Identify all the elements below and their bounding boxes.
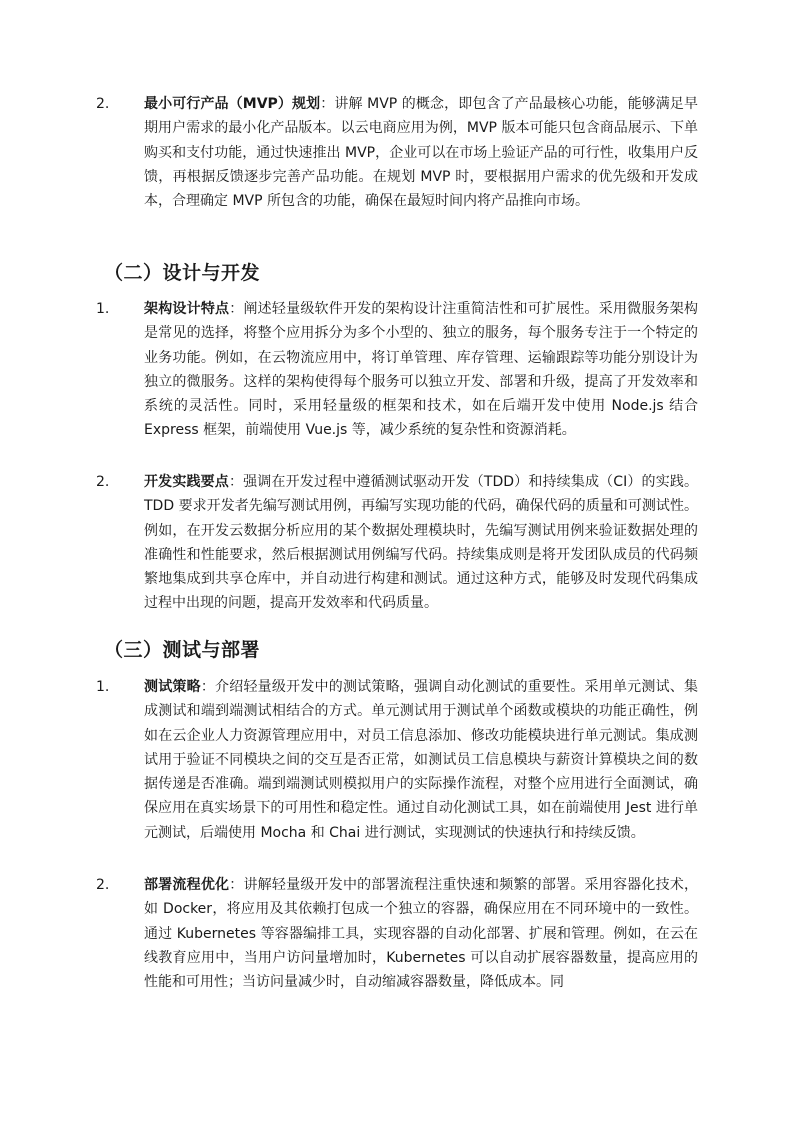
list-body: ：强调在开发过程中遵循测试驱动开发（TDD）和持续集成（CI）的实践。TDD 要求开发者先编写测试用例，再编写实现功能的代码，确保代码的质量和可测试性。例如，在开发云数据分析应用的某个数据处理模块时，先编写测试用例来验证数据处理的准确性和性能要求，然后根据测试用例编写代码。持续集成则是将开发团队成员的代码频繁地集成到共享仓库中，并自动进行构建和测试。通过这种方式，能够及时发现代码集成过程中出现的问题，提高开发效率和代码质量。 (144, 474, 699, 612)
list-number: 1. (96, 679, 110, 695)
list-body: ：介绍轻量级开发中的测试策略，强调自动化测试的重要性。采用单元测试、集成测试和端到端测试相结合的方式。单元测试用于测试单个函数或模块的功能正确性，例如在云企业人力资源管理应用中，对员工信息添加、修改功能模块进行单元测试。集成测试用于验证不同模块之间的交互是否正常，如测试员工信息模块与薪资计算模块之间的数据传递是否准确。端到端测试则模拟用户的实际操作流程，对整个应用进行全面测试，确保应用在真实场景下的可用性和稳定性。通过自动化测试工具，如在前端使用 Jest 进行单元测试，后端使用 Mocha 和 Chai 进行测试，实现测试的快速执行和持续反馈。 (144, 679, 698, 841)
list-term: 架构设计特点 (144, 301, 230, 317)
list-term: 部署流程优化 (144, 877, 230, 893)
list-number: 1. (96, 301, 110, 317)
list-item-dev-practice (0, 470, 794, 616)
list-item-architecture (0, 297, 794, 443)
section-heading-testing: （三）测试与部署 (104, 639, 261, 661)
list-number: 2. (96, 474, 110, 490)
list-number: 2. (96, 877, 110, 893)
section-heading-design: （二）设计与开发 (104, 262, 261, 284)
list-body: ：讲解轻量级开发中的部署流程注重快速和频繁的部署。采用容器化技术，如 Docker，将应用及其依赖打包成一个独立的容器，确保应用在不同环境中的一致性。通过 Kubernetes 等容器编排工具，实现容器的自动化部署、扩展和管理。例如，在云在线教育应用中，当用户访问量增加时，Kubernetes 可以自动扩展容器数量，提高应用的性能和可用性；当访问量减少时，自动缩减容器数量，降低成本。同 (144, 877, 699, 991)
list-number: 2. (96, 96, 110, 112)
list-body: ：阐述轻量级软件开发的架构设计注重简洁性和可扩展性。采用微服务架构是常见的选择，将整个应用拆分为多个小型的、独立的服务，每个服务专注于一个特定的业务功能。例如，在云物流应用中，将订单管理、库存管理、运输跟踪等功能分别设计为独立的微服务。这样的架构使得每个服务可以独立开发、部署和升级，提高了开发效率和系统的灵活性。同时，采用轻量级的框架和技术，如在后端开发中使用 Node.js 结合 Express 框架，前端使用 Vue.js 等，减少系统的复杂性和资源消耗。 (144, 301, 699, 439)
list-item-deploy (0, 873, 794, 994)
list-term: 测试策略 (144, 679, 201, 695)
list-term: 最小可行产品（MVP）规划 (144, 96, 321, 112)
list-term: 开发实践要点 (144, 474, 229, 490)
list-item-test-strategy (0, 675, 794, 845)
list-body: ：讲解 MVP 的概念，即包含了产品最核心功能，能够满足早期用户需求的最小化产品版本。以云电商应用为例，MVP 版本可能只包含商品展示、下单购买和支付功能，通过快速推出 MVP，企业可以在市场上验证产品的可行性，收集用户反馈，再根据反馈逐步完善产品功能。在规划 MVP 时，要根据用户需求的优先级和开发成本，合理确定 MVP 所包含的功能，确保在最短时间内将产品推向市场。 (144, 96, 699, 210)
list-item-mvp (0, 92, 794, 213)
